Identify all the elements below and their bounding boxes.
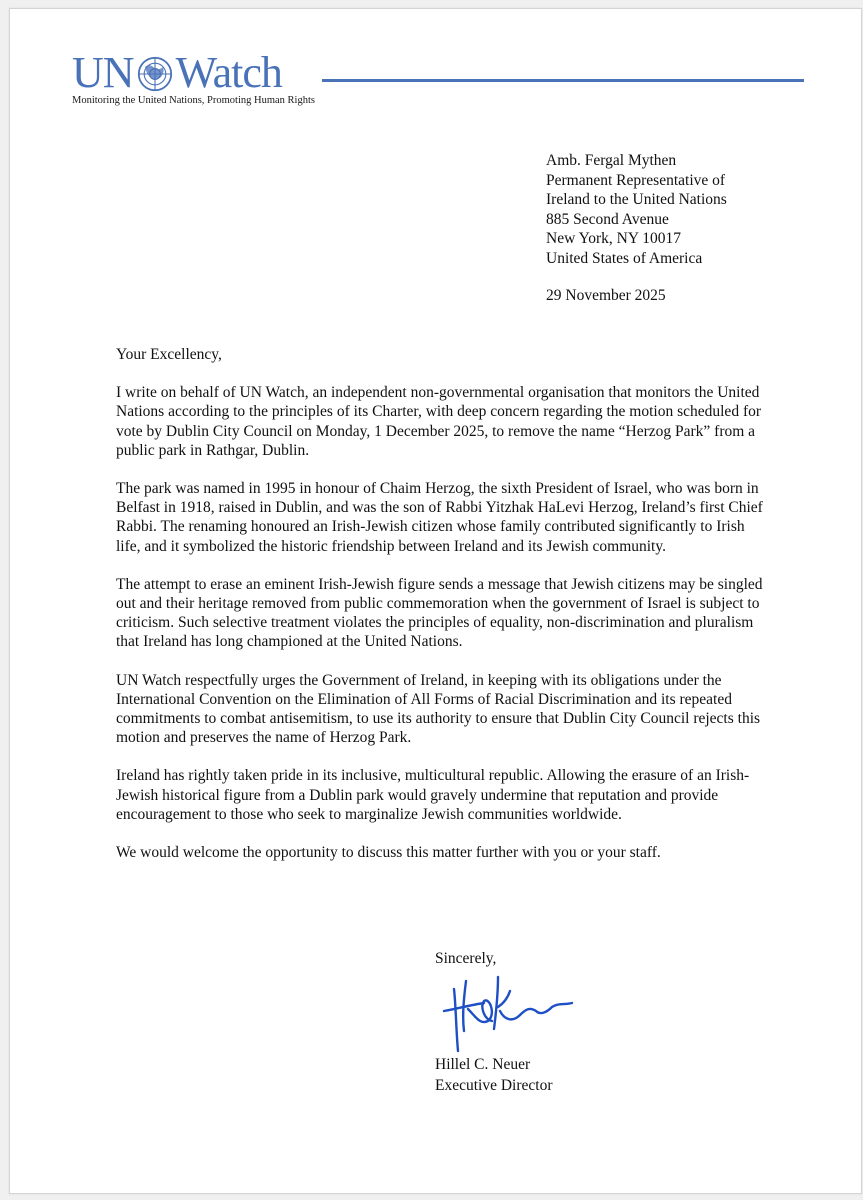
body-paragraph: Ireland has rightly taken pride in its inclusive, multicultural republic. Allowing the erasure of an Irish-Jewish historical figure from a Dublin park would gravely undermine that reputation and provide encouragement to those who seek to marginalize Jewish communities worldwide. [116, 767, 750, 823]
body-paragraph: The attempt to erase an eminent Irish-Jewish figure sends a message that Jewish citizens may be singled out and their heritage removed from public commemoration when the government of Israel is subject to criticism. Such selective treatment violates the principles of equality, non-discrimination and pluralism that Ireland has long championed at the United Nations. [116, 575, 763, 651]
recipient-address [546, 151, 727, 269]
address-line: New York, NY 10017 [546, 230, 682, 248]
body-paragraph: UN Watch respectfully urges the Government of Ireland, in keeping with its obligations under the International Convention on the Elimination of All Forms of Racial Discrimination and its repeated commitments to combat antisemitism, to use its authority to ensure that Dublin City Council rejects this motion and preserves the name of Herzog Park. [116, 671, 761, 747]
body-paragraph: I write on behalf of UN Watch, an independent non-governmental organisation that monitors the United Nations according to the principles of its Charter, with deep concern regarding the motion scheduled for vote by Dublin City Council on Monday, 1 December 2025, to remove the name “Herzog Park” from a public park in Rathgar, Dublin. [116, 384, 762, 459]
address-line: Amb. Fergal Mythen [546, 152, 677, 169]
un-globe-icon [137, 56, 173, 92]
address-line: United States of America [546, 249, 703, 267]
handwritten-signature [440, 967, 590, 1057]
address-line: Ireland to the United Nations [546, 191, 727, 209]
signer-title: Executive Director [435, 1076, 553, 1094]
letterhead-tagline: Monitoring the United Nations, Promoting Human Rights [72, 95, 315, 106]
closing: Sincerely, [435, 950, 497, 967]
salutation: Your Excellency, [116, 346, 222, 363]
address-line: 885 Second Avenue [546, 210, 669, 228]
letter-page [9, 8, 862, 1194]
address-line: Permanent Representative of [546, 171, 726, 189]
signer-name: Hillel C. Neuer [435, 1056, 531, 1073]
letter-body [116, 345, 766, 881]
body-paragraph: The park was named in 1995 in honour of Chaim Herzog, the sixth President of Israel, who was born in Belfast in 1918, raised in Dublin, and was the son of Rabbi Yitzhak HaLevi Herzog, Ireland’s first Chief Rabbi. The renaming honoured an Irish-Jewish citizen whose family contributed significantly to Irish life, and it symbolized the historic friendship between Ireland and its Jewish community. [116, 480, 763, 555]
body-paragraph: We would welcome the opportunity to discuss this matter further with you or your staff. [116, 844, 661, 862]
logo-watch-text: Watch [175, 48, 282, 97]
un-watch-logo [72, 49, 282, 95]
letter-date: 29 November 2025 [546, 287, 666, 304]
signer-block [435, 1055, 552, 1096]
logo-un-text: UN [72, 48, 134, 97]
letterhead-rule [322, 79, 804, 82]
